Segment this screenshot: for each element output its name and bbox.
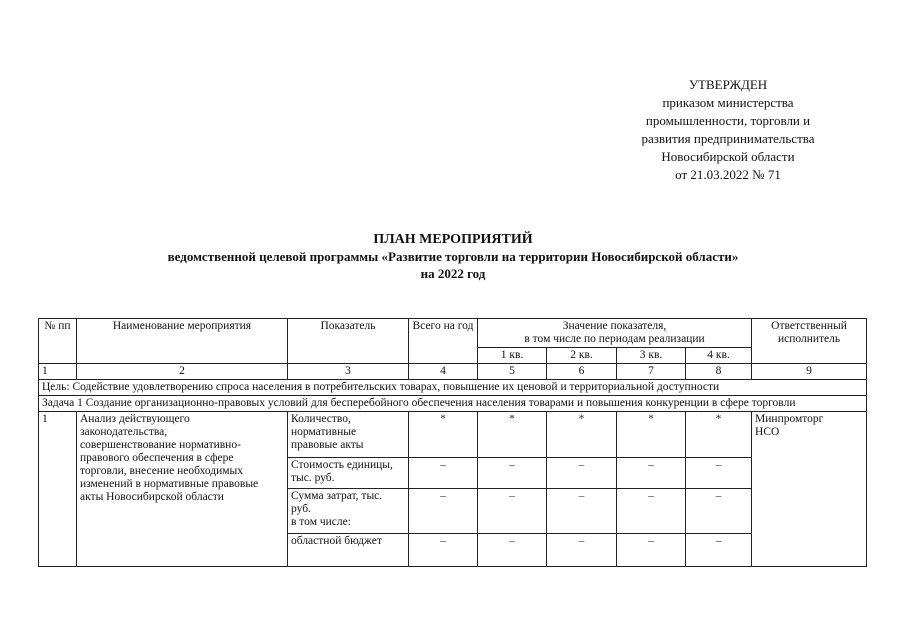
activity-name-line: акты Новосибирской области [80,491,224,503]
responsible-executor [752,412,867,567]
column-number: 3 [288,364,409,380]
indicator-value-q2: * [547,412,617,458]
approval-line: развития предпринимательства [641,131,815,146]
header-q3: 3 кв. [617,348,686,364]
indicator-value-total: – [409,458,478,489]
column-number: 9 [752,364,867,380]
indicator-label-line: правовые акты [291,439,364,451]
indicator-value-q4: – [686,489,752,534]
indicator-label [288,458,409,489]
header-value-group-line-1: Значение показателя, [562,320,667,332]
indicator-label-line: тыс. руб. [291,472,335,484]
header-value-group-line-2: в том числе по периодам реализации [524,333,705,345]
responsible-line: НСО [755,426,780,438]
indicator-value-total: – [409,489,478,534]
indicator-label-line: Сумма затрат, тыс. [291,490,383,502]
header-total: Всего на год [409,319,478,364]
approval-line: промышленности, торговли и [645,113,811,128]
indicator-label-line: Количество, [291,413,351,425]
indicator-label-line: Стоимость единицы, [291,459,393,471]
indicator-value-q1: – [478,534,547,567]
row-number: 1 [39,412,77,567]
indicator-value-q4: – [686,534,752,567]
column-number: 2 [77,364,288,380]
column-number: 7 [617,364,686,380]
column-number: 8 [686,364,752,380]
indicator-value-q2: – [547,458,617,489]
indicator-label-line: областной бюджет [291,535,382,547]
indicator-label [288,489,409,534]
indicator-value-q3: – [617,489,686,534]
indicator-value-q1: – [478,489,547,534]
plan-table [38,318,867,567]
activity-name [77,412,288,567]
indicator-value-q2: – [547,489,617,534]
indicator-value-total: * [409,412,478,458]
activity-name-line: совершенствование нормативно- [80,439,241,451]
header-name: Наименование мероприятия [77,319,288,364]
column-number: 6 [547,364,617,380]
approval-line: приказом министерства [662,95,794,110]
responsible-line: Минпромторг [755,413,824,425]
indicator-value-q2: – [547,534,617,567]
indicator-value-q1: * [478,412,547,458]
header-indicator: Показатель [288,319,409,364]
approval-line: Новосибирской области [661,149,795,164]
header-q4: 4 кв. [686,348,752,364]
title-line-3: на 2022 год [420,266,486,281]
indicator-label-line: нормативные [291,426,357,438]
approval-line: от 21.03.2022 № 71 [675,167,781,182]
header-q1: 1 кв. [478,348,547,364]
task-row: Задача 1 Создание организационно-правовых условий для бесперебойного обеспечения населения товарами и повышения конкуренции в сфере торговли [39,396,867,412]
indicator-label [288,534,409,567]
header-num: № пп [39,319,77,364]
header-q2: 2 кв. [547,348,617,364]
indicator-value-q3: – [617,534,686,567]
column-number: 1 [39,364,77,380]
approval-stamp [600,76,856,184]
indicator-label-line: руб. [291,503,311,515]
indicator-value-total: – [409,534,478,567]
activity-name-line: законодательства, [80,426,168,438]
title-line-2: ведомственной целевой программы «Развитие торговли на территории Новосибирской области» [167,249,739,264]
document-title [40,231,866,282]
activity-name-line: правового обеспечения в сфере [80,452,234,464]
header-responsible: Ответственный исполнитель [752,319,867,364]
title-line-1: ПЛАН МЕРОПРИЯТИЙ [373,232,533,247]
indicator-value-q1: – [478,458,547,489]
activity-name-line: изменений в нормативные правовые [80,478,259,490]
goal-row: Цель: Содействие удовлетворению спроса населения в потребительских товарах, повышение их ценовой и территориальной доступности [39,380,867,396]
activity-name-line: торговли, внесение необходимых [80,465,243,477]
indicator-label-line: в том числе: [291,516,351,528]
indicator-value-q3: – [617,458,686,489]
indicator-value-q3: * [617,412,686,458]
indicator-value-q4: * [686,412,752,458]
indicator-value-q4: – [686,458,752,489]
header-value-group [478,319,752,348]
column-number: 5 [478,364,547,380]
approval-line: УТВЕРЖДЕН [688,77,768,92]
column-number: 4 [409,364,478,380]
indicator-label [288,412,409,458]
activity-name-line: Анализ действующего [80,413,190,425]
